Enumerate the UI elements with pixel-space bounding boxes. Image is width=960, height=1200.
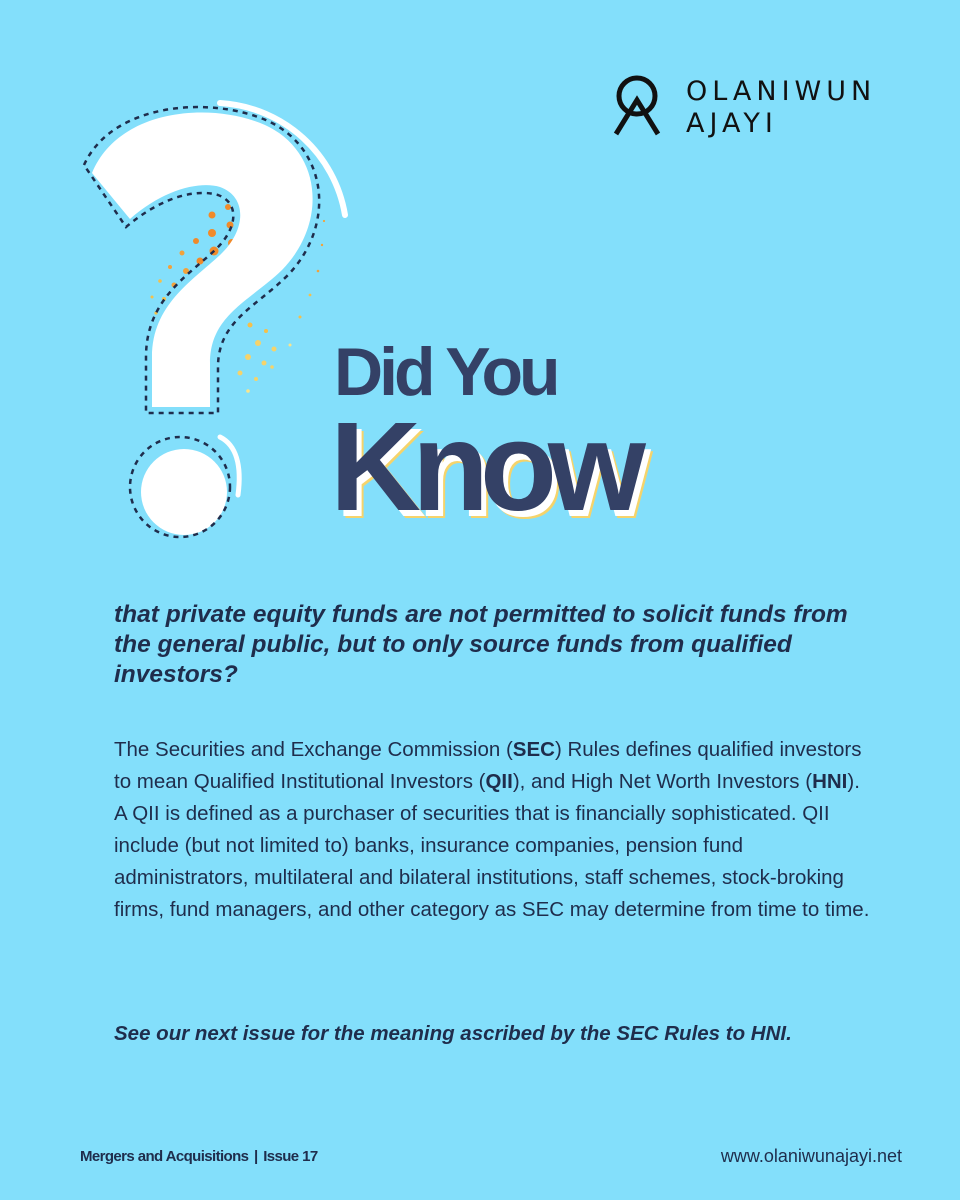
lead-question: that private equity funds are not permitted to solicit funds from the general public, but to only source funds from qualified investors? — [114, 601, 848, 688]
body-segment: ) Rules defines qualified investors to mean Qualified Institutional Investors ( — [114, 738, 862, 793]
footer-series: Mergers and Acquisitions — [80, 1148, 249, 1165]
heading-know: Know — [330, 396, 637, 537]
closing-note: See our next issue for the meaning ascribed by the SEC Rules to HNI. — [114, 1022, 792, 1045]
body-segment: ), and High Net Worth Investors ( — [512, 770, 813, 793]
body-paragraph — [114, 734, 874, 926]
footer-issue-info — [80, 1148, 318, 1165]
footer-issue: Issue 17 — [263, 1148, 318, 1165]
brand-name-line1: OLANIWUN — [686, 76, 877, 107]
brand-logo — [612, 72, 902, 139]
olaniwun-ajayi-monogram-icon — [612, 74, 662, 136]
body-term-sec: SEC — [512, 738, 555, 761]
body-term-qii: QII — [485, 770, 513, 793]
brand-name-line2: AJAYI — [686, 108, 778, 139]
body-segment: The Securities and Exchange Commission ( — [114, 738, 513, 761]
footer-website-link[interactable]: www.olaniwunajayi.net — [720, 1146, 902, 1166]
body-segment: ). A QII is defined as a purchaser of securities that is financially sophisticated. QII include (but not limited to) banks, insurance companies, pension fund administrators, multilateral and bilateral institutions, staff schemes, stock-broking firms, fund managers, and other category as SEC may determine from time to time. — [114, 770, 870, 921]
body-term-hni: HNI — [812, 770, 848, 793]
heading-did-you: Did You — [334, 334, 557, 410]
footer-separator: | — [254, 1148, 258, 1165]
